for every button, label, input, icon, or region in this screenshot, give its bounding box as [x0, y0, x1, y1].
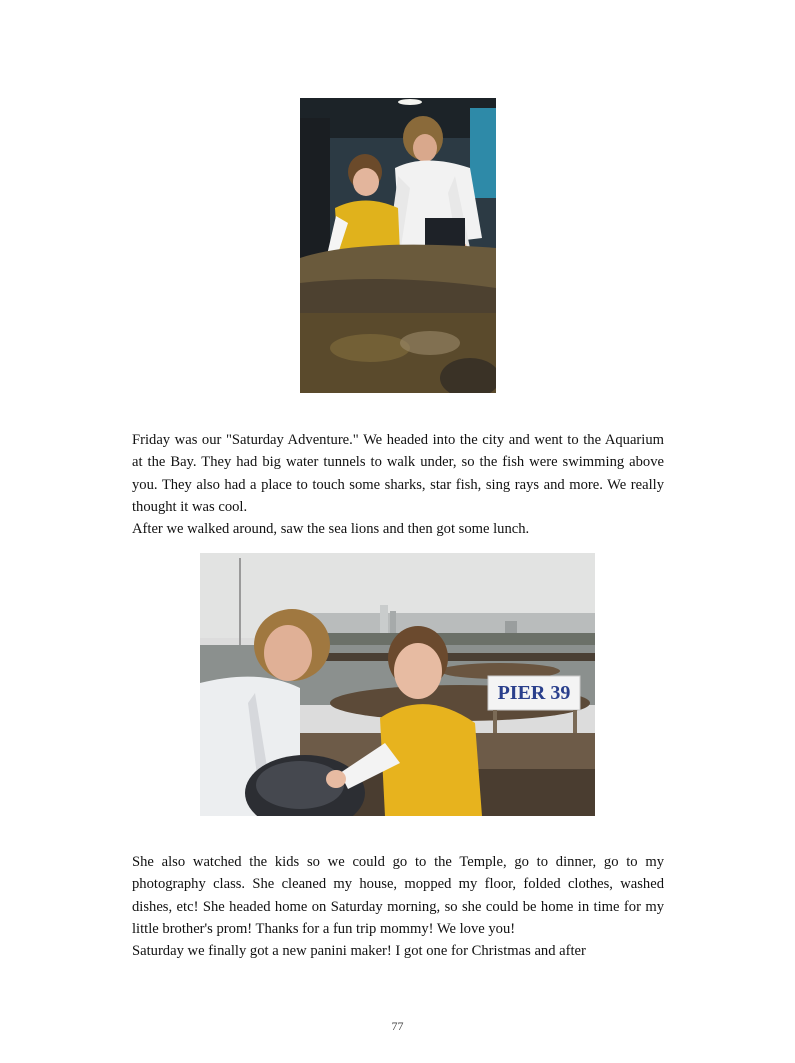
paragraph-aquarium: [132, 429, 664, 540]
paragraph-mom-visit-tail: Saturday we finally got a new panini maker! I got one for Christmas and after: [132, 943, 586, 960]
pier39-sign-text: PIER 39: [497, 682, 571, 704]
paragraph-mom-visit: [132, 851, 664, 962]
paragraph-mom-visit-body: She also watched the kids so we could go to the Temple, go to dinner, go to my photography class. She cleaned my house, mopped my floor, folded clothes, washed dishes, etc! She headed home on Saturday morning, so she could be home in time for my little brother's prom! Thanks for a fun trip mommy! We love you!: [132, 854, 664, 937]
paragraph-aquarium-tail: After we walked around, saw the sea lions and then got some lunch.: [132, 521, 530, 538]
page-number: 77: [391, 1019, 404, 1033]
pier39-photo: [200, 553, 595, 816]
paragraph-aquarium-body: Friday was our "Saturday Adventure." We headed into the city and went to the Aquarium at the Bay. They had big water tunnels to walk under, so the fish were swimming above you. They also had a place to touch some sharks, star fish, sing rays and more. We really thought it was cool.: [132, 432, 664, 515]
pier39-photo-illustration: [200, 553, 595, 816]
aquarium-photo: [300, 98, 496, 393]
aquarium-photo-illustration: [300, 98, 496, 393]
